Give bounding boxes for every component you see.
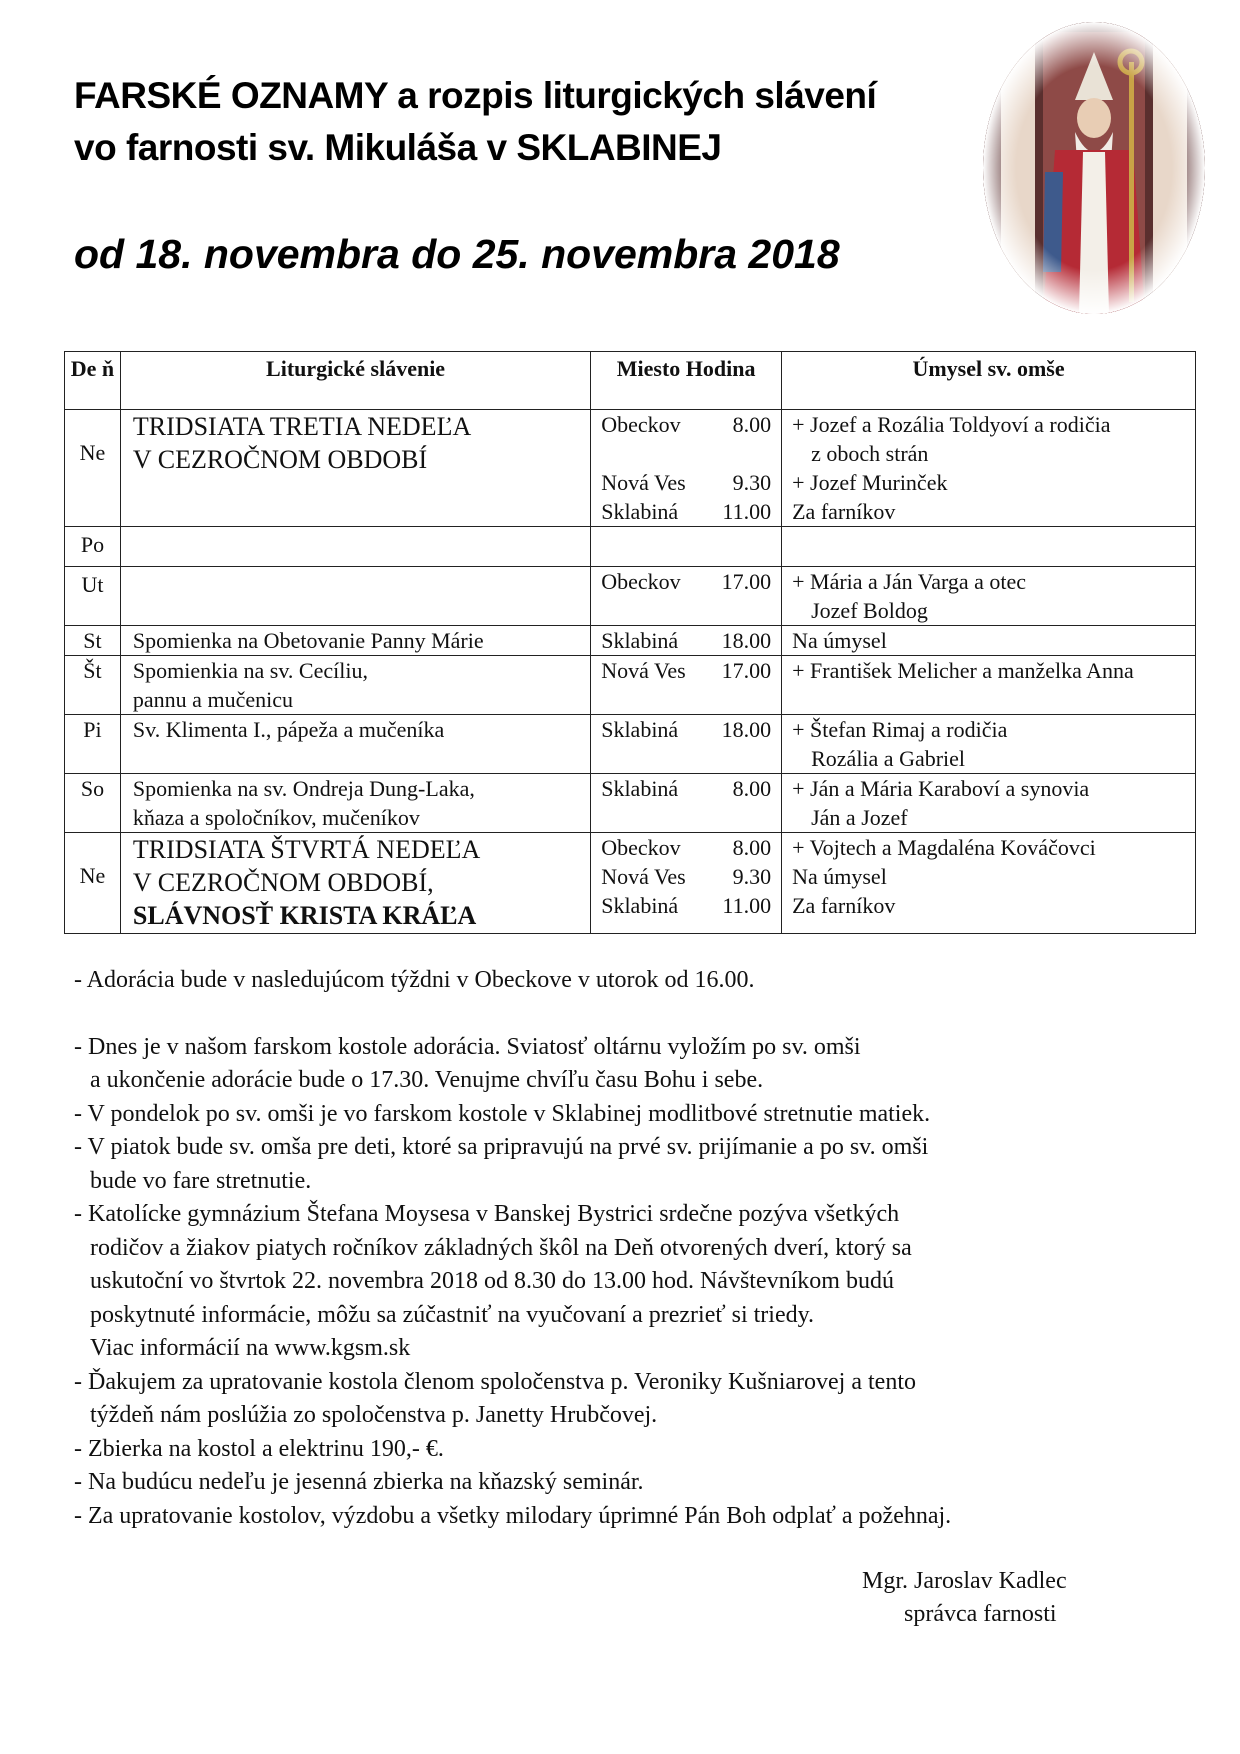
place-time-cell <box>591 527 782 567</box>
header-day <box>65 352 121 410</box>
page-title <box>74 70 974 174</box>
title-line-2: vo farnosti sv. Mikuláša v SKLABINEJ <box>74 127 722 168</box>
liturgy-schedule-table <box>64 351 1196 934</box>
time: 18.00 <box>721 717 772 742</box>
place: Obeckov <box>601 569 681 594</box>
announcement <box>74 1131 1174 1198</box>
announcement-line: Viac informácií na www.kgsm.sk <box>90 1335 411 1361</box>
place: Sklabiná <box>601 776 679 801</box>
liturgy-line: pannu a mučenicu <box>132 687 293 712</box>
place: Nová Ves <box>601 864 686 889</box>
time: 17.00 <box>721 658 772 683</box>
liturgy-line: Sv. Klimenta I., pápeža a mučeníka <box>132 717 445 742</box>
time: 8.00 <box>732 412 772 437</box>
table-row <box>65 567 1196 626</box>
title-line-1: FARSKÉ OZNAMY a rozpis liturgických slávení <box>74 75 877 116</box>
time: 9.30 <box>732 864 772 889</box>
place-time-cell <box>591 715 782 774</box>
place: Sklabiná <box>601 893 679 918</box>
intention-line: z oboch strán <box>811 441 929 466</box>
day-cell: Po <box>65 527 121 567</box>
intention-cell <box>782 626 1196 656</box>
liturgy-line: V CEZROČNOM OBDOBÍ <box>132 445 428 474</box>
liturgy-cell <box>120 567 590 626</box>
table-row <box>65 656 1196 715</box>
announcement-line: - Ďakujem za upratovanie kostola členom spoločenstva p. Veroniky Kušniarovej a tento <box>74 1368 916 1395</box>
announcement-line: a ukončenie adorácie bude o 17.30. Venujme chvíľu času Bohu i sebe. <box>90 1067 764 1093</box>
liturgy-line: Spomienkia na sv. Cecíliu, <box>132 658 368 683</box>
announcement <box>74 964 1174 998</box>
header-intention: Úmysel sv. omše <box>782 352 1196 410</box>
day-cell: Ne <box>65 410 121 527</box>
intention-line: + František Melicher a manželka Anna <box>792 658 1134 683</box>
time: 8.00 <box>732 835 772 860</box>
announcement <box>74 1198 1174 1366</box>
place-time-cell <box>591 833 782 934</box>
table-row <box>65 774 1196 833</box>
header-place-time: Miesto Hodina <box>591 352 782 410</box>
announcement-line: - Za upratovanie kostolov, výzdobu a všetky milodary úprimné Pán Boh odplať a požehnaj. <box>74 1502 952 1529</box>
liturgy-line: TRIDSIATA TRETIA NEDEĽA <box>132 412 472 441</box>
announcement <box>74 1433 1174 1467</box>
liturgy-cell <box>120 715 590 774</box>
table-row <box>65 715 1196 774</box>
day-cell: St <box>65 626 121 656</box>
table-header-row <box>65 352 1196 410</box>
liturgy-cell <box>120 833 590 934</box>
day-cell: So <box>65 774 121 833</box>
place-time-cell <box>591 567 782 626</box>
intention-cell <box>782 567 1196 626</box>
announcement <box>74 1500 1174 1534</box>
liturgy-cell <box>120 774 590 833</box>
liturgy-cell <box>120 626 590 656</box>
place-time-cell <box>591 656 782 715</box>
liturgy-cell <box>120 410 590 527</box>
announcement-line: bude vo fare stretnutie. <box>90 1167 312 1194</box>
day-cell: Ne <box>65 833 121 934</box>
liturgy-line: SLÁVNOSŤ KRISTA KRÁĽA <box>132 901 477 930</box>
place: Sklabiná <box>601 499 679 524</box>
date-range: od 18. novembra do 25. novembra 2018 <box>74 231 840 277</box>
announcement-line: - Zbierka na kostol a elektrinu 190,- €. <box>74 1435 444 1462</box>
intention-line: Za farníkov <box>792 499 896 524</box>
announcement <box>74 1098 1174 1132</box>
time: 8.00 <box>732 776 772 801</box>
saint-nicholas-photo <box>983 22 1205 314</box>
day-cell: Pi <box>65 715 121 774</box>
announcement-line: - Na budúcu nedeľu je jesenná zbierka na kňazský seminár. <box>74 1469 644 1495</box>
time: 18.00 <box>721 628 772 653</box>
intention-line: Jozef Boldog <box>811 598 928 623</box>
intention-line: Za farníkov <box>792 893 896 918</box>
announcement-line: uskutoční vo štvrtok 22. novembra 2018 od 8.30 do 13.00 hod. Návštevníkom budú <box>90 1268 894 1294</box>
announcement <box>74 1031 1174 1098</box>
intention-line: Ján a Jozef <box>811 805 908 830</box>
table-row <box>65 833 1196 934</box>
liturgy-cell <box>120 527 590 567</box>
time: 9.30 <box>732 470 772 495</box>
signature-name: Mgr. Jaroslav Kadlec <box>862 1568 1067 1594</box>
intention-line: + Jozef a Rozália Toldyoví a rodičia <box>792 412 1111 437</box>
announcement <box>74 1466 1174 1500</box>
time: 17.00 <box>721 569 772 594</box>
intention-cell <box>782 656 1196 715</box>
place-time-cell <box>591 410 782 527</box>
table-row <box>65 410 1196 527</box>
time: 11.00 <box>722 893 772 918</box>
announcement-line: - Dnes je v našom farskom kostole adorácia. Sviatosť oltárnu vyložím po sv. omši <box>74 1033 861 1060</box>
announcement-line: - Katolícke gymnázium Štefana Moysesa v Banskej Bystrici srdečne pozýva všetkých <box>74 1201 900 1227</box>
place-time-cell <box>591 626 782 656</box>
liturgy-line: TRIDSIATA ŠTVRTÁ NEDEĽA <box>132 835 481 864</box>
intention-cell <box>782 774 1196 833</box>
liturgy-line: Spomienka na Obetovanie Panny Márie <box>132 628 484 653</box>
announcement-line: rodičov a žiakov piatych ročníkov základných škôl na Deň otvorených dverí, ktorý sa <box>90 1234 912 1261</box>
intention-cell <box>782 527 1196 567</box>
intention-line: Na úmysel <box>792 628 887 653</box>
day-cell: Št <box>65 656 121 715</box>
day-cell: Ut <box>65 567 121 626</box>
liturgy-cell <box>120 656 590 715</box>
signature-role: správca farnosti <box>904 1601 1057 1627</box>
intention-line: + Mária a Ján Varga a otec <box>792 569 1027 594</box>
saint-nicholas-statue-icon <box>983 22 1205 314</box>
intention-line: Rozália a Gabriel <box>811 746 966 771</box>
place: Obeckov <box>601 412 681 437</box>
intention-line: + Ján a Mária Karaboví a synovia <box>792 776 1090 801</box>
place: Nová Ves <box>601 470 686 495</box>
intention-line: + Vojtech a Magdaléna Kováčovci <box>792 835 1096 860</box>
place: Sklabiná <box>601 628 679 653</box>
liturgy-line: Spomienka na sv. Ondreja Dung-Laka, <box>132 776 475 801</box>
announcement-line: - Adorácia bude v nasledujúcom týždni v Obeckove v utorok od 16.00. <box>74 967 755 993</box>
signature-block <box>862 1565 1067 1631</box>
header-day-label: De ň <box>70 356 115 381</box>
announcements <box>74 964 1174 1533</box>
announcement-line: - V pondelok po sv. omši je vo farskom kostole v Sklabinej modlitbové stretnutie matiek. <box>74 1100 931 1127</box>
liturgy-line: kňaza a spoločníkov, mučeníkov <box>132 805 420 830</box>
header-liturgy: Liturgické slávenie <box>120 352 590 410</box>
announcement-line: poskytnuté informácie, môžu sa zúčastniť na vyučovaní a prezrieť si triedy. <box>90 1301 815 1328</box>
liturgy-line: V CEZROČNOM OBDOBÍ, <box>132 868 434 897</box>
place: Obeckov <box>601 835 681 860</box>
table-row <box>65 626 1196 656</box>
intention-line: Na úmysel <box>792 864 887 889</box>
intention-line: + Štefan Rimaj a rodičia <box>792 717 1008 742</box>
time: 11.00 <box>722 499 772 524</box>
intention-line: + Jozef Murinček <box>792 470 948 495</box>
intention-cell <box>782 715 1196 774</box>
place: Sklabiná <box>601 717 679 742</box>
place-time-cell <box>591 774 782 833</box>
intention-cell <box>782 833 1196 934</box>
place: Nová Ves <box>601 658 686 683</box>
announcement <box>74 1366 1174 1433</box>
intention-cell <box>782 410 1196 527</box>
table-row <box>65 527 1196 567</box>
announcement-line: týždeň nám poslúžia zo spoločenstva p. Janetty Hrubčovej. <box>90 1402 658 1428</box>
announcement-line: - V piatok bude sv. omša pre deti, ktoré sa pripravujú na prvé sv. prijímanie a po sv. omši <box>74 1134 929 1160</box>
